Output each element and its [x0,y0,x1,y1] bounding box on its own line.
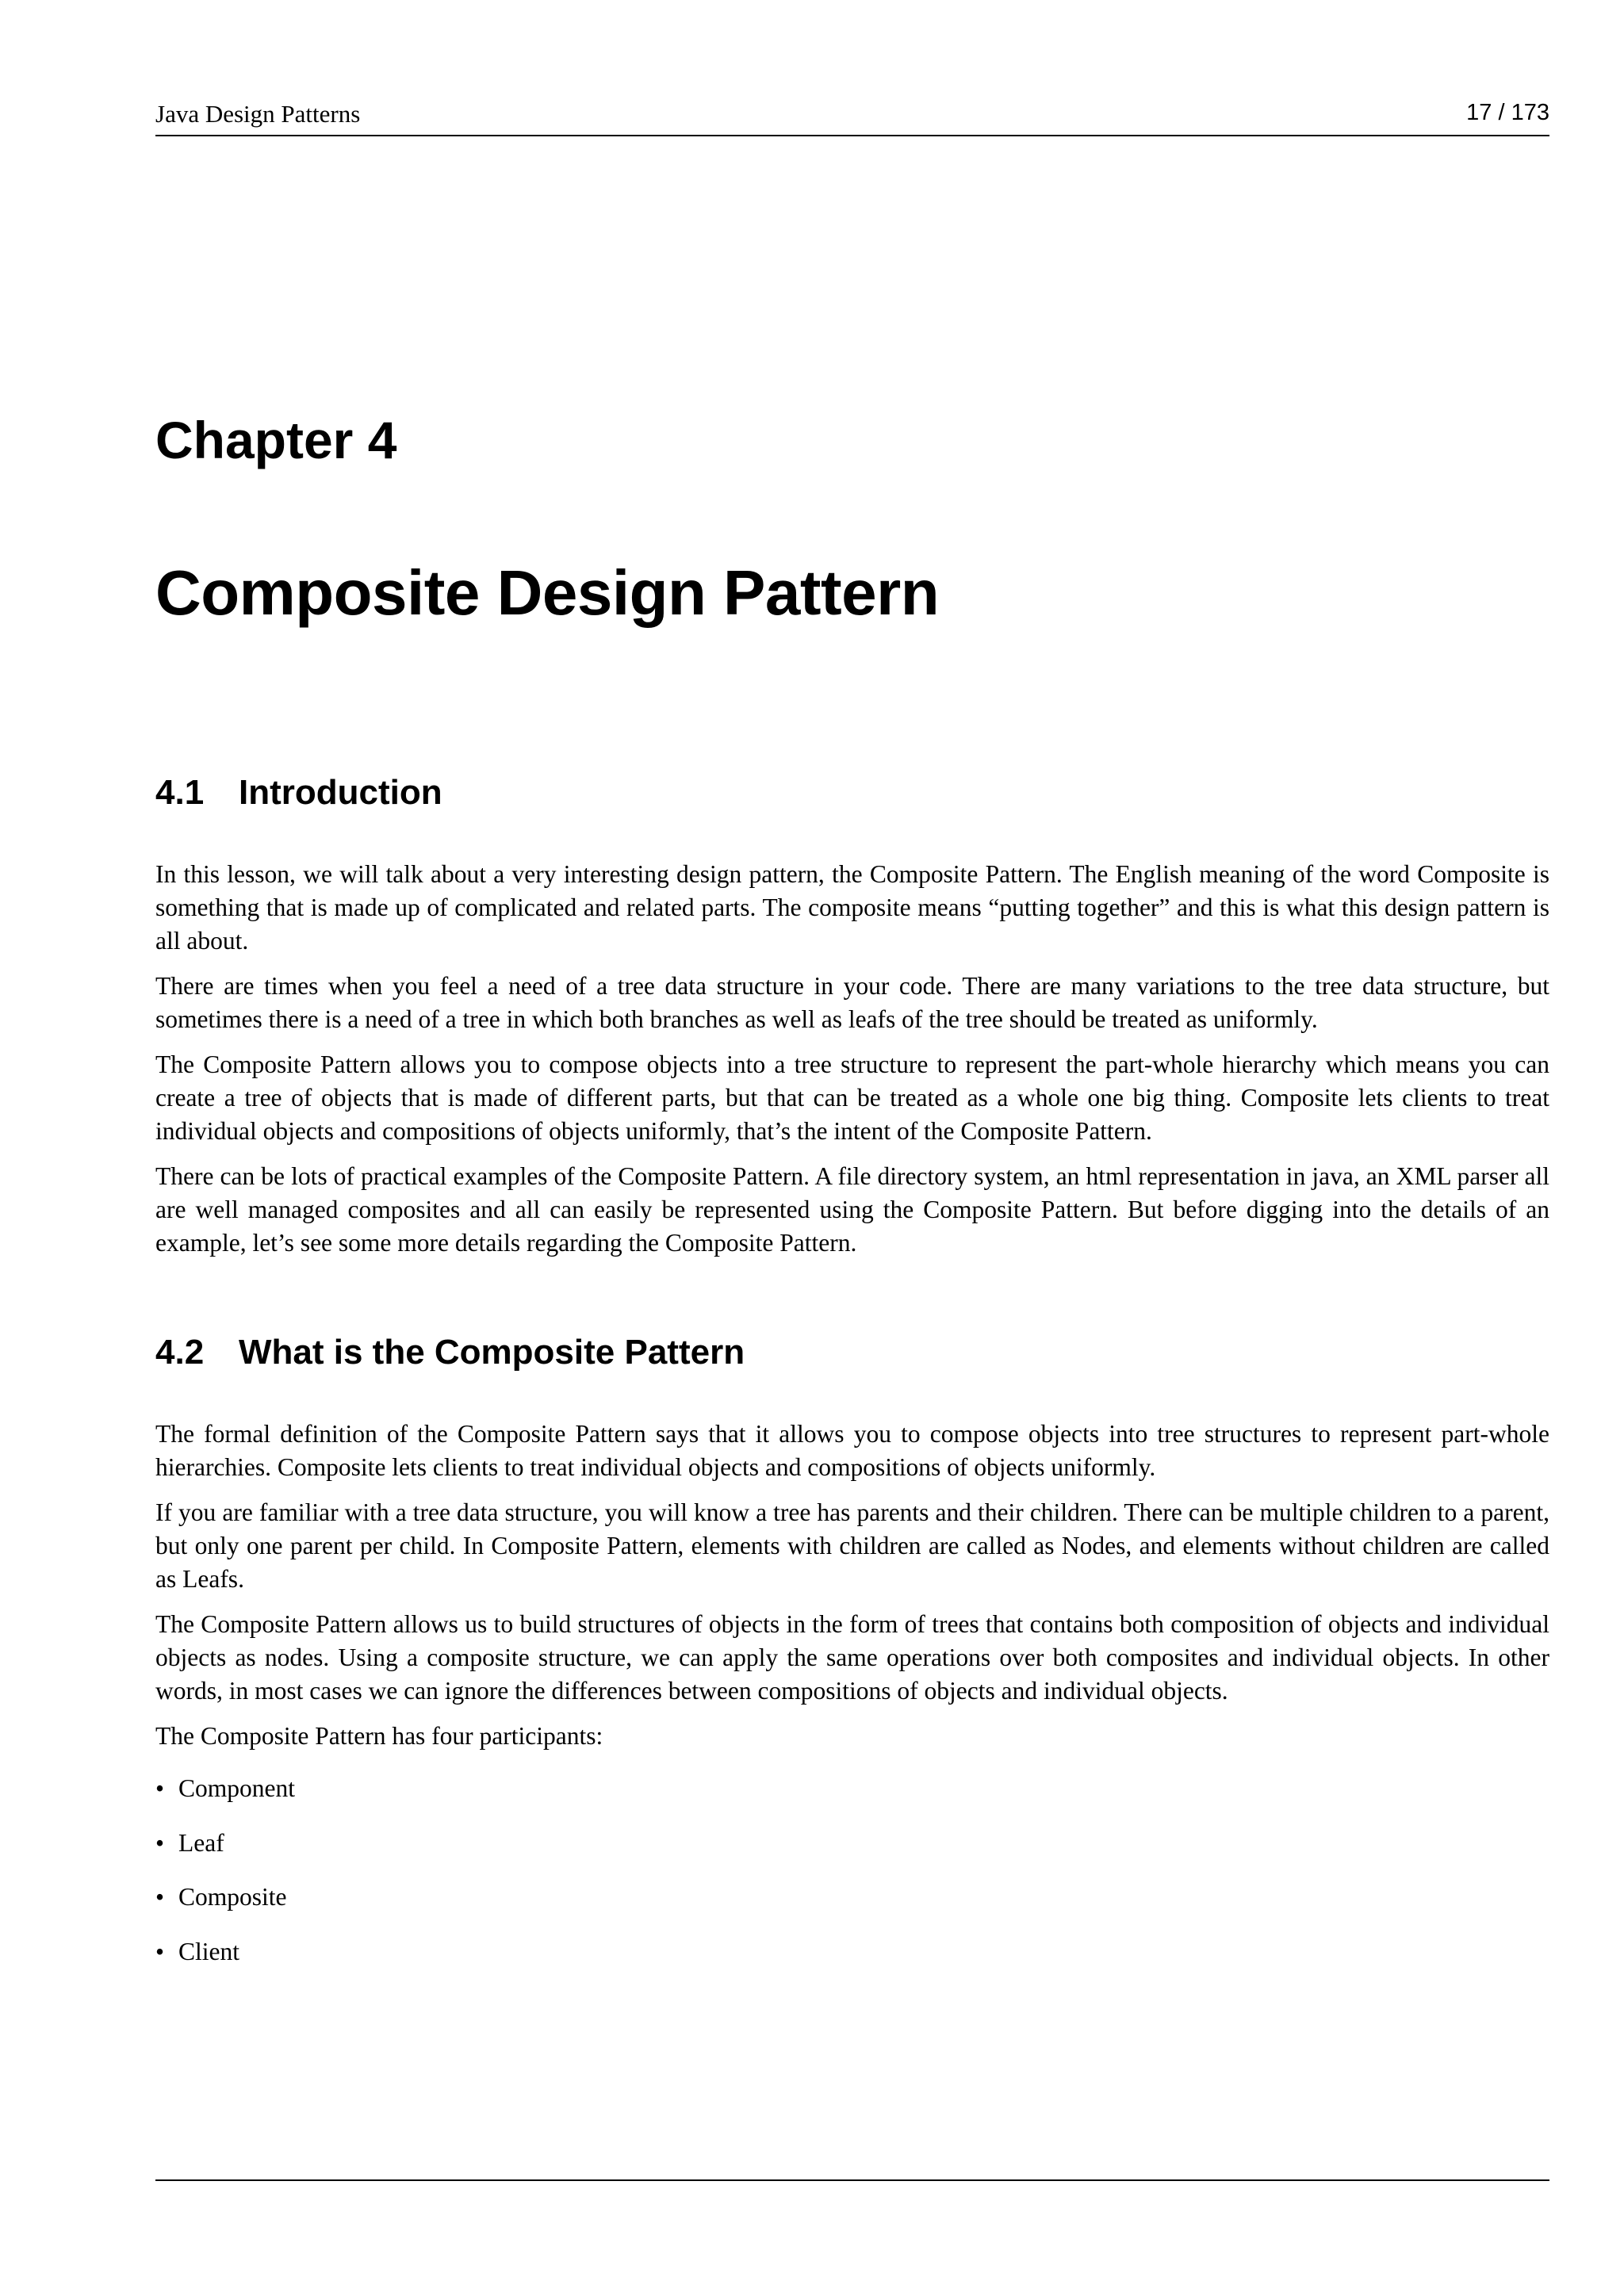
paragraph: The Composite Pattern allows us to build structures of objects in the form of trees that contains both composition of objects and individual objects as nodes. Using a composite structure, we can apply the same operations over both composites and individual objects. In other words, in most cases we can ignore the differences between compositions of objects and individual objects. [155,1610,1549,1705]
section-heading-what-is-composite [155,1335,745,1370]
running-header [155,98,1549,136]
paragraph: The formal definition of the Composite Pattern says that it allows you to compose objects into tree structures to represent part-whole hierarchies. Composite lets clients to treat individual objects and compositions of objects uniformly. [155,1420,1549,1481]
list-item-label: Client [178,1937,239,1965]
header-page-number: 17 / 173 [1466,100,1549,125]
section-heading-introduction [155,775,442,810]
list-item [155,1935,1549,1990]
paragraph: There are times when you feel a need of a tree data structure in your code. There are many variations to the tree data structure, but sometimes there is a need of a tree in which both branches as well as leafs of the tree should be treated as uniformly. [155,972,1549,1033]
list-item-label: Component [178,1774,295,1802]
participants-list [155,1772,1549,1989]
section-number: 4.1 [155,773,205,812]
paragraph: The Composite Pattern has four participants: [155,1722,603,1750]
paragraph: In this lesson, we will talk about a very interesting design pattern, the Composite Pattern. The English meaning of the word Composite is something that is made up of complicated and related parts. The composite means “putting together” and this is what this design pattern is all about. [155,860,1549,955]
chapter-label: Chapter 4 [155,411,397,469]
bullet-icon: • [155,1774,165,1802]
section-title: Introduction [239,773,442,812]
bullet-icon: • [155,1828,165,1857]
paragraph: The Composite Pattern allows you to compose objects into a tree structure to represent the part-whole hierarchy which means you can create a tree of objects that is made of different parts, but that can be treated as a whole one big thing. Composite lets clients to treat individual objects and compositions of objects uniformly, that’s the intent of the Composite Pattern. [155,1050,1549,1145]
paragraph: There can be lots of practical examples of the Composite Pattern. A file directory system, an html representation in java, an XML parser all are well managed composites and all can easily be represented using the Composite Pattern. But before digging into the details of an example, let’s see some more details regarding the Composite Pattern. [155,1162,1549,1257]
chapter-title: Composite Design Pattern [155,557,940,628]
document-page [155,0,1549,2296]
section-body-what-is-composite [155,1418,1549,1989]
list-item [155,1772,1549,1827]
bullet-icon: • [155,1937,165,1965]
list-item-label: Leaf [178,1828,224,1857]
section-number: 4.2 [155,1333,205,1372]
header-book-title: Java Design Patterns [155,100,361,128]
section-title: What is the Composite Pattern [239,1333,745,1372]
footer-rule [155,2179,1549,2181]
paragraph: If you are familiar with a tree data structure, you will know a tree has parents and their children. There can be multiple children to a parent, but only one parent per child. In Composite Pattern, elements with children are called as Nodes, and elements without children are called as Leafs. [155,1498,1549,1593]
list-item [155,1881,1549,1935]
bullet-icon: • [155,1883,165,1911]
section-body-introduction [155,858,1549,1272]
list-item-label: Composite [178,1883,287,1911]
list-item [155,1827,1549,1881]
